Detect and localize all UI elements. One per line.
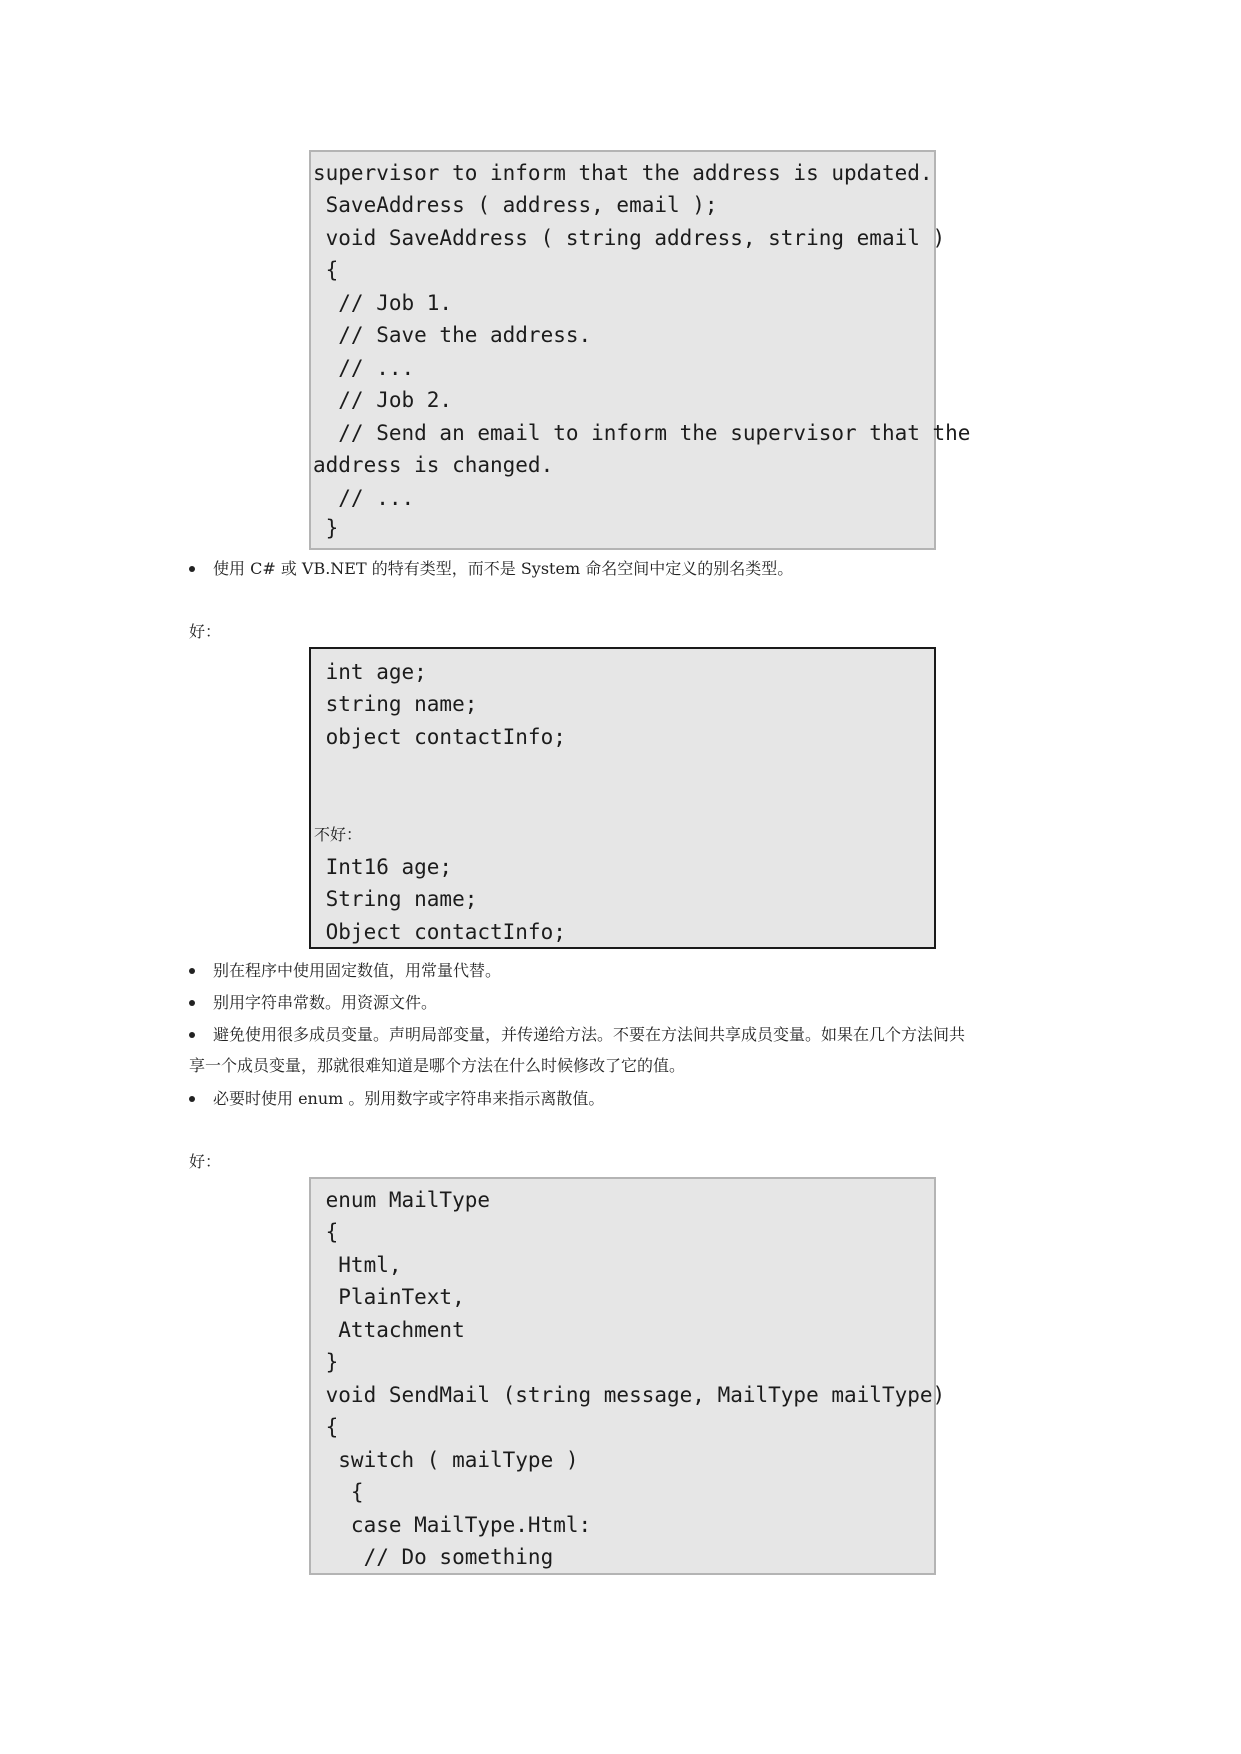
code-line: {: [313, 1480, 364, 1504]
bullet-dot: [189, 968, 195, 974]
bullet-dot: [189, 1000, 195, 1006]
code-line: // Do something: [313, 1545, 554, 1569]
code-line: Object contactInfo;: [313, 920, 566, 944]
code-line: {: [313, 1415, 339, 1439]
code-line: // ...: [313, 486, 415, 510]
code-line: String name;: [313, 887, 478, 911]
code-line: object contactInfo;: [313, 725, 566, 749]
code-line: }: [313, 516, 339, 540]
label-good: 好：: [189, 622, 222, 641]
code-line: {: [313, 1220, 339, 1244]
code-line: // Save the address.: [313, 323, 592, 347]
code-line: switch ( mailType ): [313, 1448, 579, 1472]
bullet-text-resources: 别用字符串常数。用资源文件。: [213, 993, 438, 1012]
code-line: }: [313, 1350, 339, 1374]
code-line: string name;: [313, 692, 478, 716]
code-line: // ...: [313, 356, 415, 380]
code-line: SaveAddress ( address, email );: [313, 193, 718, 217]
bullet-text-member-vars: 避免使用很多成员变量。声明局部变量，并传递给方法。不要在方法间共享成员变量。如果在几个方法间共: [213, 1025, 966, 1044]
code-line: enum MailType: [313, 1188, 491, 1212]
bullet-dot: [189, 566, 195, 572]
code-line: void SaveAddress ( string address, string email ): [313, 226, 946, 250]
code-line: // Job 2.: [313, 388, 453, 412]
code-block-types: [309, 647, 936, 949]
code-line: void SendMail (string message, MailType mailType): [313, 1383, 946, 1407]
code-line: Int16 age;: [313, 855, 453, 879]
code-line: supervisor to inform that the address is updated.: [313, 161, 933, 185]
code-block-enum: [309, 1177, 946, 1575]
code-line: // Send an email to inform the supervisor that the: [313, 421, 971, 445]
code-line: Attachment: [313, 1318, 465, 1342]
label-good: 好：: [189, 1152, 222, 1171]
bullet-dot: [189, 1096, 195, 1102]
bullet-text-member-vars-cont: 享一个成员变量，那就很难知道是哪个方法在什么时候修改了它的值。: [189, 1056, 686, 1075]
bullet-text-native-types: 使用 C# 或 VB.NET 的特有类型，而不是 System 命名空间中定义的别名类型。: [213, 559, 794, 578]
bullet-dot: [189, 1032, 195, 1038]
code-line: case MailType.Html:: [313, 1513, 592, 1537]
code-line: // Job 1.: [313, 291, 453, 315]
code-line: Html,: [313, 1253, 402, 1277]
bullet-text-enum: 必要时使用 enum 。别用数字或字符串来指示离散值。: [213, 1089, 605, 1108]
code-line: {: [313, 258, 339, 282]
code-block-save-address: [309, 150, 971, 550]
code-line: PlainText,: [313, 1285, 465, 1309]
code-line: address is changed.: [313, 453, 554, 477]
code-line: int age;: [313, 660, 427, 684]
label-bad: 不好：: [314, 825, 363, 844]
bullet-text-constants: 别在程序中使用固定数值，用常量代替。: [213, 961, 502, 980]
